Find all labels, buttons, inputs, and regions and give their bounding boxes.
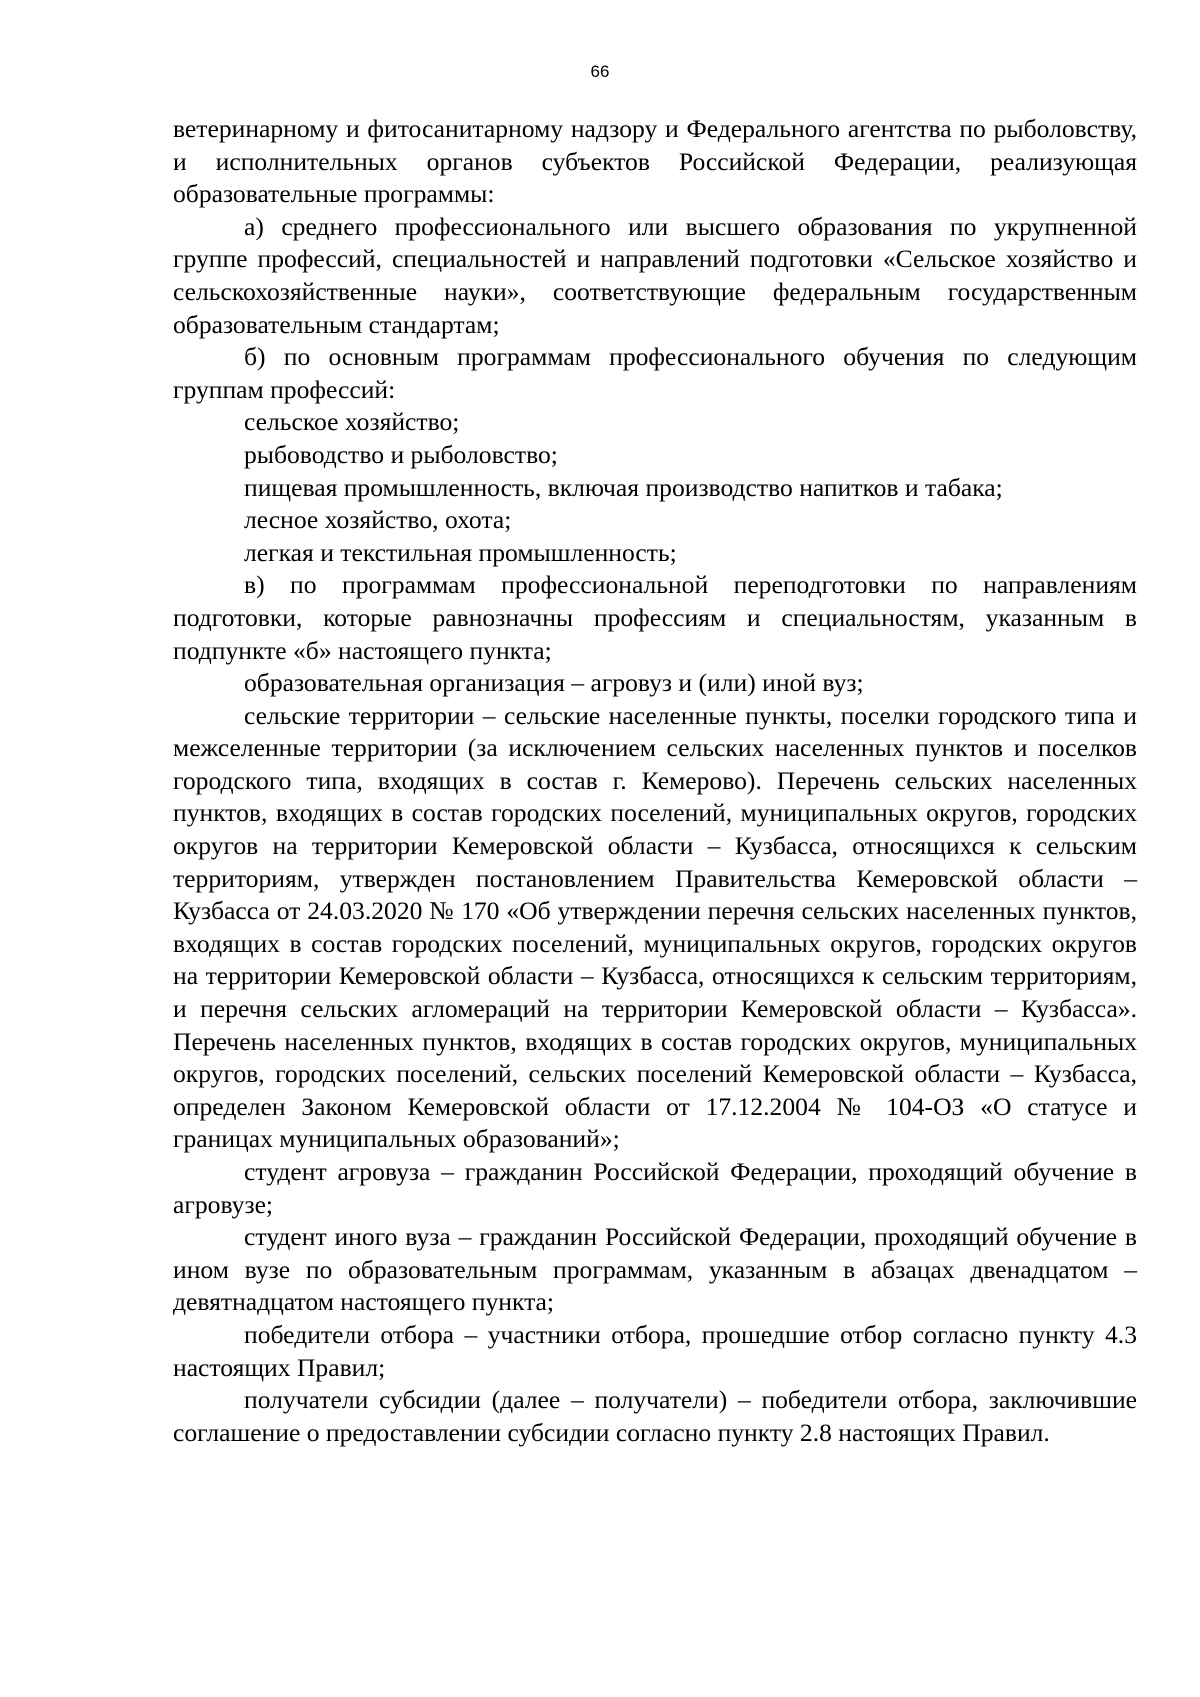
definition-other-vuz-student: студент иного вуза – гражданин Российской Федерации, проходящий обучение в ином вузе по образовательным программам, указанным в абзацах двенадцатом – девятнадцатом настоящего пункта; xyxy=(173,1222,1137,1317)
list-item-fishery: рыбоводство и рыболовство; xyxy=(244,439,558,469)
list-item-food-industry: пищевая промышленность, включая производство напитков и табака; xyxy=(244,472,1003,502)
paragraph-continuation: ветеринарному и фитосанитарному надзору и Федерального агентства по рыболовству, и исполнительных органов субъектов Российской Федерации, реализующая образовательные программы: xyxy=(173,114,1137,209)
definition-educational-organization: образовательная организация – агровуз и (или) иной вуз; xyxy=(244,668,864,698)
page-number: 66 xyxy=(590,62,610,81)
paragraph-item-a: а) среднего профессионального или высшего образования по укрупненной группе профессий, специальностей и направлений подготовки «Сельское хозяйство и сельскохозяйственные науки», соответствующие федеральным государственным образовательным стандартам; xyxy=(173,211,1137,339)
document-body xyxy=(173,113,1137,1449)
list-item-forestry: лесное хозяйство, охота; xyxy=(244,505,512,535)
list-item-agriculture: сельское хозяйство; xyxy=(244,407,460,437)
paragraph-item-b: б) по основным программам профессионального обучения по следующим группам профессий: xyxy=(173,342,1137,404)
paragraph-item-v: в) по программам профессиональной переподготовки по направлениям подготовки, которые равнозначны профессиям и специальностям, указанным в подпункте «б» настоящего пункта; xyxy=(173,570,1137,665)
definition-rural-territories: сельские территории – сельские населенные пункты, поселки городского типа и межселенные территории (за исключением сельских населенных пунктов и поселков городского типа, входящих в состав г. Кемерово). Перечень сельских населенных пунктов, входящих в состав городских поселений, муниципальных округов, городских округов на территории Кемеровской области – Кузбасса, относящихся к сельским территориям, утвержден постановлением Правительства Кемеровской области – Кузбасса от 24.03.2020 № 170 «Об утверждении перечня сельских населенных пунктов, входящих в состав городских поселений, муниципальных округов, городских округов на территории Кемеровской области – Кузбасса, относящихся к сельским территориям, и перечня сельских агломераций на территории Кемеровской области – Кузбасса». Перечень населенных пунктов, входящих в состав городских округов, муниципальных округов, городских поселений, сельских поселений Кемеровской области – Кузбасса, определен Законом Кемеровской области от 17.12.2004 № 104-ОЗ «О статусе и границах муниципальных образований»; xyxy=(173,700,1137,1154)
definition-subsidy-recipients: получатели субсидии (далее – получатели) – победители отбора, заключившие соглашение о предоставлении субсидии согласно пункту 2.8 настоящих Правил. xyxy=(173,1385,1137,1447)
list-item-textile: легкая и текстильная промышленность; xyxy=(244,537,677,567)
definition-selection-winners: победители отбора – участники отбора, прошедшие отбор согласно пункту 4.3 настоящих Правил; xyxy=(173,1319,1137,1382)
definition-agrovuz-student: студент агровуза – гражданин Российской Федерации, проходящий обучение в агровузе; xyxy=(173,1157,1137,1219)
